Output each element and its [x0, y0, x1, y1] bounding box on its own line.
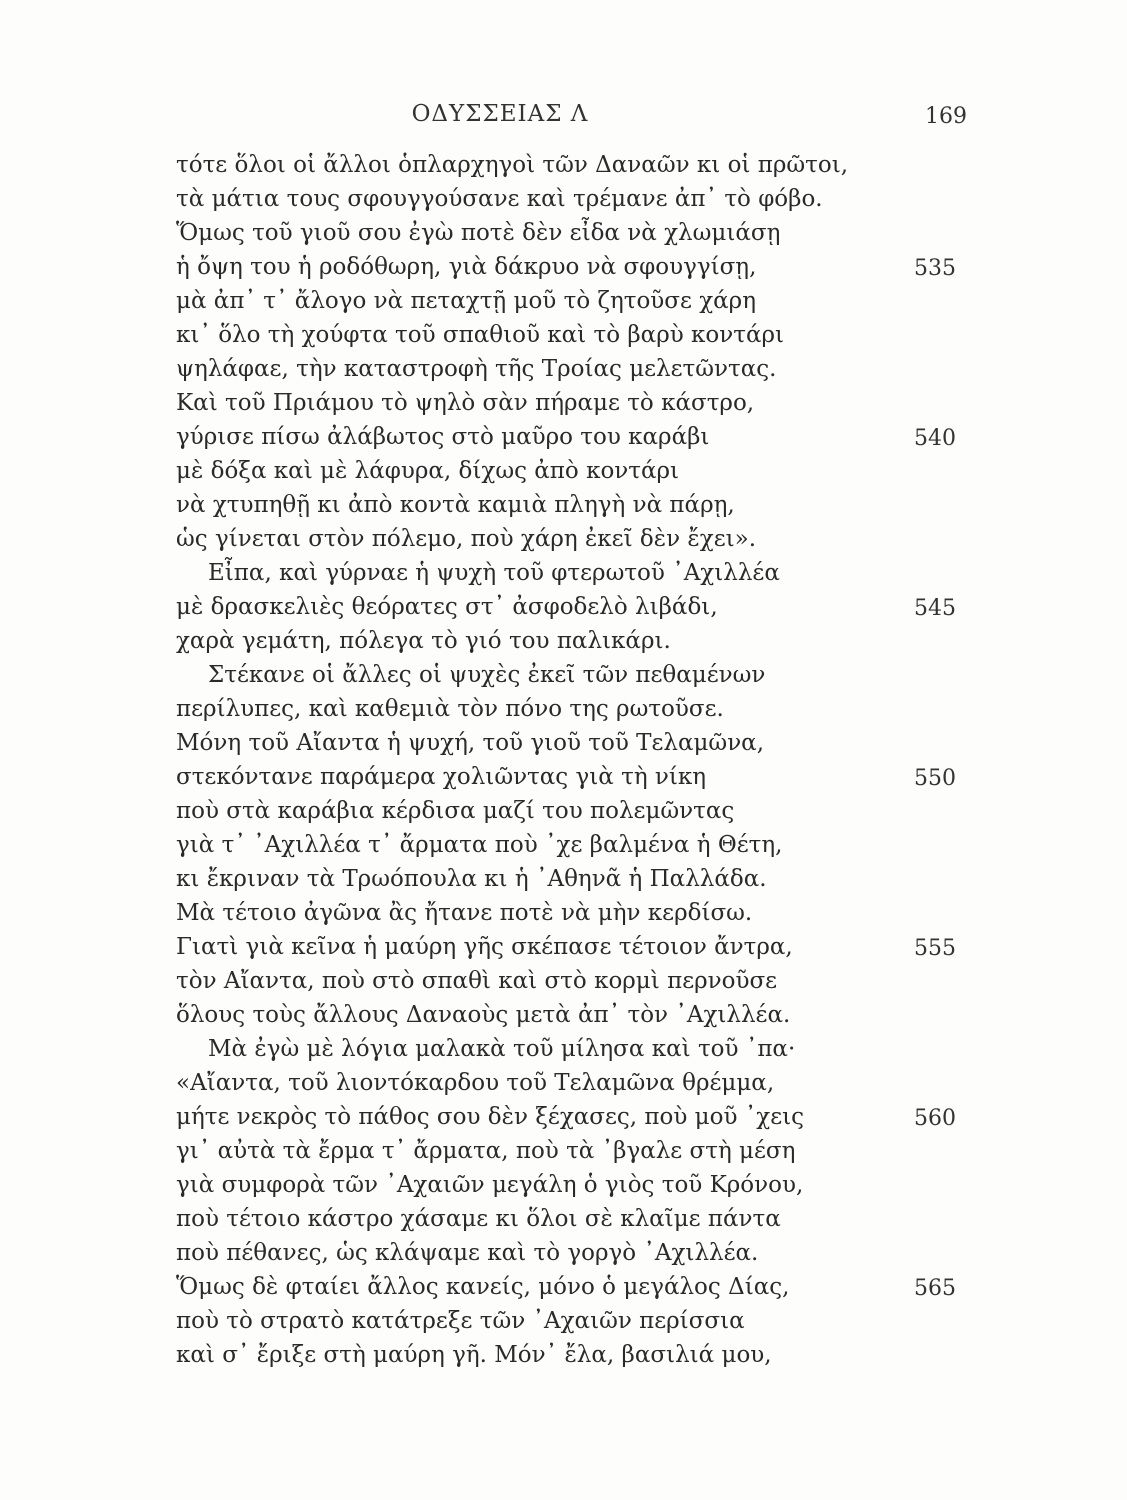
verse-text: Μὰ ἐγὼ μὲ λόγια μαλακὰ τοῦ μίλησα καὶ τοῦ ᾽πα·: [208, 1036, 796, 1062]
verse-line: [0, 420, 1127, 454]
verse-line: [0, 828, 1127, 862]
verse-line: [0, 1134, 1127, 1168]
verse-line: [0, 726, 1127, 760]
verse-text: Μόνη τοῦ Αἴαντα ἡ ψυχή, τοῦ γιοῦ τοῦ Τελαμῶνα,: [176, 730, 765, 756]
verse-text: μὲ δρασκελιὲς θεόρατες στ᾽ ἀσφοδελὸ λιβάδι,: [176, 594, 718, 620]
verse-text: νὰ χτυπηθῇ κι ἀπὸ κοντὰ καμιὰ πληγὴ νὰ πάρῃ,: [176, 492, 735, 518]
verse-text: περίλυπες, καὶ καθεμιὰ τὸν πόνο της ρωτοῦσε.: [176, 696, 724, 722]
verse-line: [0, 556, 1127, 590]
verse-text: ποὺ τὸ στρατὸ κατάτρεξε τῶν ᾽Αχαιῶν περίσσια: [176, 1308, 745, 1334]
verse-line: [0, 1270, 1127, 1304]
verse-line: [0, 522, 1127, 556]
verse-line: [0, 284, 1127, 318]
verse-text: κι᾽ ὅλο τὴ χούφτα τοῦ σπαθιοῦ καὶ τὸ βαρὺ κοντάρι: [176, 322, 785, 348]
verse-line: [0, 454, 1127, 488]
verse-line: [0, 862, 1127, 896]
verse-line: [0, 1202, 1127, 1236]
verse-text: γιὰ συμφορὰ τῶν ᾽Αχαιῶν μεγάλη ὁ γιὸς τοῦ Κρόνου,: [176, 1172, 804, 1198]
verse-line: [0, 590, 1127, 624]
verse-text: γύρισε πίσω ἀλάβωτος στὸ μαῦρο του καράβι: [176, 424, 710, 450]
verse-line: [0, 998, 1127, 1032]
verse-line: [0, 488, 1127, 522]
verse-line: [0, 658, 1127, 692]
running-title: ΟΔΥΣΣΕΙΑΣ Λ: [411, 101, 589, 127]
verse-text: «Αἴαντα, τοῦ λιοντόκαρδου τοῦ Τελαμῶνα θρέμμα,: [176, 1070, 775, 1096]
verse-text: Μὰ τέτοιο ἀγῶνα ἂς ἤτανε ποτὲ νὰ μὴν κερδίσω.: [176, 900, 753, 926]
verse-line: [0, 318, 1127, 352]
verse-text: τότε ὅλοι οἱ ἄλλοι ὁπλαρχηγοὶ τῶν Δαναῶν κι οἱ πρῶτοι,: [176, 152, 849, 178]
verse-line: [0, 1304, 1127, 1338]
verse-text: γι᾽ αὐτὰ τὰ ἔρμα τ᾽ ἄρματα, ποὺ τὰ ᾽βγαλε στὴ μέση: [176, 1138, 796, 1164]
verse-text: ποὺ τέτοιο κάστρο χάσαμε κι ὅλοι σὲ κλαῖμε πάντα: [176, 1206, 781, 1232]
verse-text: ὅλους τοὺς ἄλλους Δαναοὺς μετὰ ἀπ᾽ τὸν ᾽Αχιλλέα.: [176, 1002, 791, 1028]
line-number: 535: [914, 256, 956, 281]
verse-text: γιὰ τ᾽ ᾽Αχιλλέα τ᾽ ἄρματα ποὺ ᾽χε βαλμένα ἡ Θέτη,: [176, 832, 783, 858]
line-number: 565: [914, 1276, 956, 1301]
verse-line: [0, 896, 1127, 930]
verse-list: [0, 148, 1127, 1372]
verse-text: στεκόντανε παράμερα χολιῶντας γιὰ τὴ νίκη: [176, 764, 707, 790]
verse-text: Γιατὶ γιὰ κεῖνα ἡ μαύρη γῆς σκέπασε τέτοιον ἄντρα,: [176, 934, 793, 960]
verse-line: [0, 1236, 1127, 1270]
verse-line: [0, 794, 1127, 828]
line-number: 540: [914, 426, 956, 451]
verse-text: Ὅμως τοῦ γιοῦ σου ἐγὼ ποτὲ δὲν εἶδα νὰ χλωμιάσῃ: [176, 220, 781, 246]
verse-line: [0, 1168, 1127, 1202]
page-number: 169: [925, 104, 967, 129]
verse-text: ποὺ πέθανες, ὡς κλάψαμε καὶ τὸ γοργὸ ᾽Αχιλλέα.: [176, 1240, 759, 1266]
verse-text: Στέκανε οἱ ἄλλες οἱ ψυχὲς ἐκεῖ τῶν πεθαμένων: [208, 662, 766, 688]
verse-line: [0, 1066, 1127, 1100]
verse-line: [0, 692, 1127, 726]
verse-line: [0, 148, 1127, 182]
verse-text: μὲ δόξα καὶ μὲ λάφυρα, δίχως ἀπὸ κοντάρι: [176, 458, 680, 484]
verse-line: [0, 182, 1127, 216]
line-number: 545: [914, 596, 956, 621]
verse-text: μὰ ἀπ᾽ τ᾽ ἄλογο νὰ πεταχτῇ μοῦ τὸ ζητοῦσε χάρη: [176, 288, 756, 314]
verse-text: ἡ ὄψη του ἡ ροδόθωρη, γιὰ δάκρυο νὰ σφουγγίσῃ,: [176, 254, 757, 280]
verse-text: καὶ σ᾽ ἔριξε στὴ μαύρη γῆ. Μόν᾽ ἔλα, βασιλιά μου,: [176, 1342, 772, 1368]
verse-line: [0, 964, 1127, 998]
verse-line: [0, 250, 1127, 284]
verse-text: τὸν Αἴαντα, ποὺ στὸ σπαθὶ καὶ στὸ κορμὶ περνοῦσε: [176, 968, 778, 994]
verse-text: Εἶπα, καὶ γύρναε ἡ ψυχὴ τοῦ φτερωτοῦ ᾽Αχιλλέα: [208, 560, 780, 586]
verse-line: [0, 930, 1127, 964]
line-number: 550: [914, 766, 956, 791]
verse-line: [0, 624, 1127, 658]
verse-line: [0, 352, 1127, 386]
line-number: 555: [914, 936, 956, 961]
verse-text: τὰ μάτια τους σφουγγούσανε καὶ τρέμανε ἀπ᾽ τὸ φόβο.: [176, 186, 823, 212]
verse-line: [0, 1338, 1127, 1372]
verse-text: ψηλάφαε, τὴν καταστροφὴ τῆς Τροίας μελετῶντας.: [176, 356, 777, 382]
verse-text: Καὶ τοῦ Πριάμου τὸ ψηλὸ σὰν πήραμε τὸ κάστρο,: [176, 390, 755, 416]
verse-line: [0, 1100, 1127, 1134]
verse-line: [0, 386, 1127, 420]
verse-line: [0, 760, 1127, 794]
verse-text: χαρὰ γεμάτη, πόλεγα τὸ γιό του παλικάρι.: [176, 628, 671, 654]
verse-text: κι ἔκριναν τὰ Τρωόπουλα κι ἡ ᾽Αθηνᾶ ἡ Παλλάδα.: [176, 866, 767, 892]
verse-text: Ὅμως δὲ φταίει ἄλλος κανείς, μόνο ὁ μεγάλος Δίας,: [176, 1274, 790, 1300]
line-number: 560: [914, 1106, 956, 1131]
verse-line: [0, 1032, 1127, 1066]
verse-line: [0, 216, 1127, 250]
verse-text: μήτε νεκρὸς τὸ πάθος σου δὲν ξέχασες, ποὺ μοῦ ᾽χεις: [176, 1104, 805, 1130]
verse-text: ὡς γίνεται στὸν πόλεμο, ποὺ χάρη ἐκεῖ δὲν ἔχει».: [176, 526, 757, 552]
verse-text: ποὺ στὰ καράβια κέρδισα μαζί του πολεμῶντας: [176, 798, 735, 824]
